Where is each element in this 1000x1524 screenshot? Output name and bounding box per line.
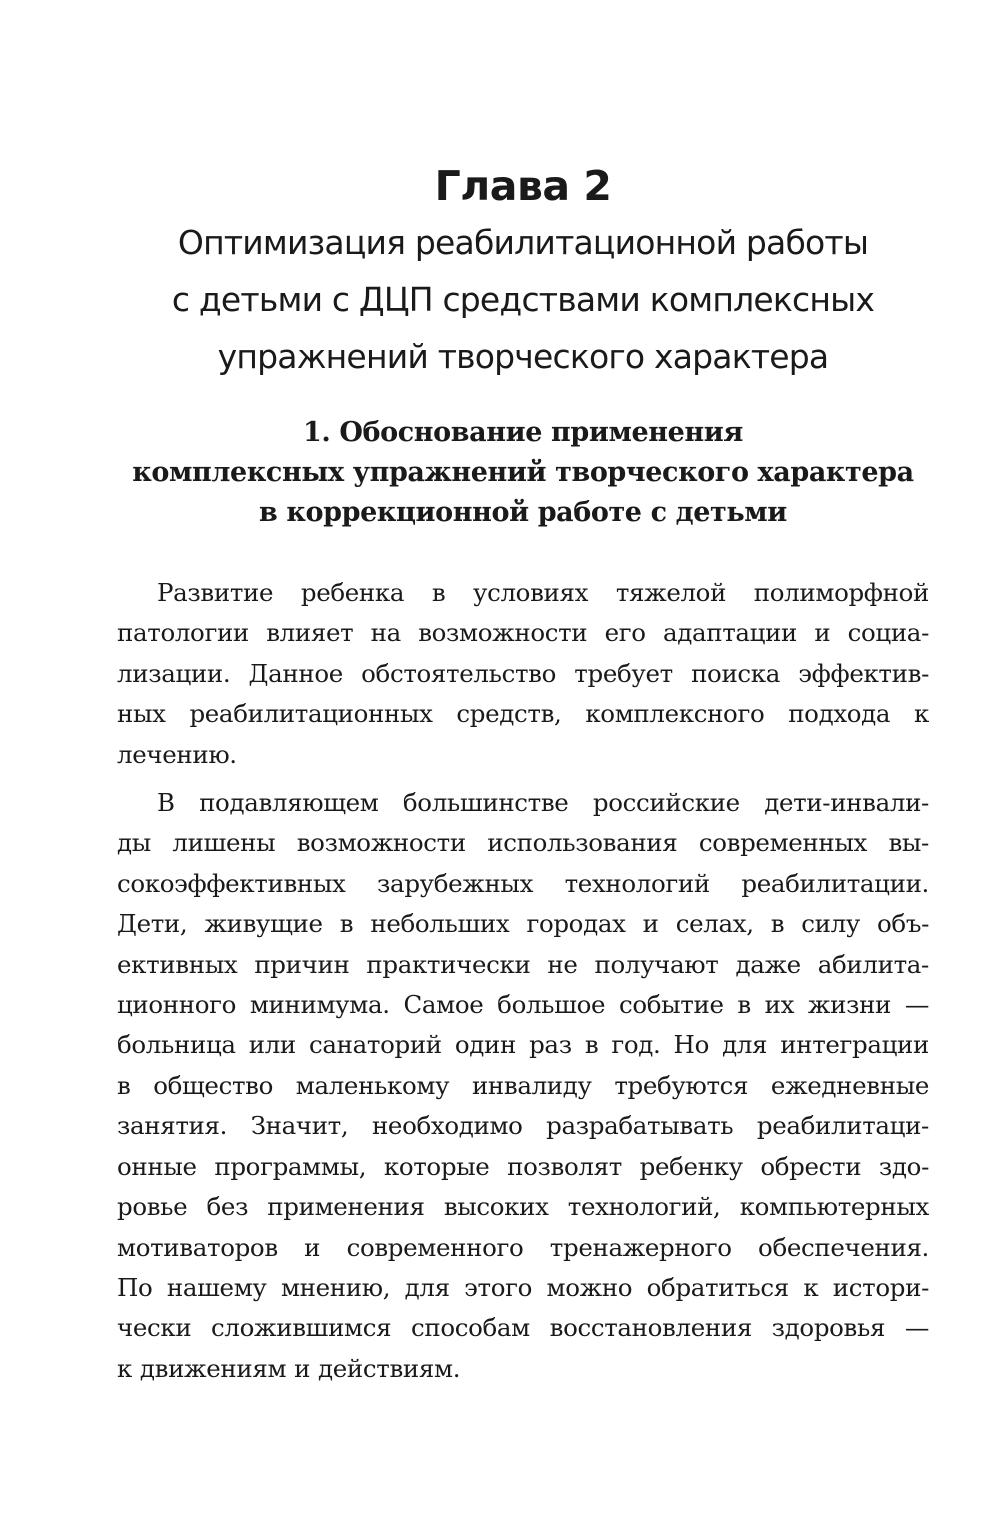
text-line: лизации. Данное обстоятельство требует поиска эффектив- — [117, 658, 929, 688]
text-line: ных реабилитационных средств, комплексного подхода к — [117, 699, 929, 729]
chapter-title-line: упражнений творческого характера — [217, 337, 829, 376]
chapter-label: Глава 2 — [434, 162, 612, 210]
text-line: в общество маленькому инвалиду требуются ежедневные — [117, 1070, 929, 1100]
text-line: ционного минимума. Самое большое событие в их жизни — — [117, 990, 929, 1020]
text-line: чески сложившимся способам восстановления здоровья — — [117, 1313, 929, 1343]
book-page — [117, 0, 929, 1524]
text-line: мотиваторов и современного тренажерного обеспечения. — [117, 1232, 929, 1262]
text-line: ективных причин практически не получают даже абилита- — [117, 949, 929, 979]
text-line: лечению. — [117, 739, 237, 769]
text-line: ды лишены возможности использования современных вы- — [117, 828, 929, 858]
text-line: занятия. Значит, необходимо разрабатывать реабилитаци- — [117, 1111, 929, 1141]
text-line: По нашему мнению, для этого можно обратиться к истори- — [117, 1272, 929, 1302]
chapter-title-line: с детьми с ДЦП средствами комплексных — [171, 280, 875, 319]
text-line: к движениям и действиям. — [117, 1353, 461, 1383]
section-title-line: комплексных упражнений творческого характера — [132, 457, 914, 488]
chapter-title-line: Оптимизация реабилитационной работы — [177, 223, 869, 262]
text-line: больница или санаторий один раз в год. Но для интеграции — [117, 1030, 929, 1060]
section-title-line: 1. Обоснование применения — [303, 417, 743, 448]
paragraph — [117, 783, 929, 1389]
text-line: В подавляющем большинстве российские дети-инвали- — [157, 788, 929, 818]
text-line: ровье без применения высоких технологий, компьютерных — [117, 1192, 929, 1222]
text-line: онные программы, которые позволят ребенку обрести здо- — [117, 1151, 929, 1181]
text-line: Дети, живущие в небольших городах и селах, в силу объ- — [117, 909, 929, 939]
body-text — [117, 573, 929, 1397]
text-line: Развитие ребенка в условиях тяжелой полиморфной — [157, 578, 929, 607]
section-title — [107, 413, 939, 533]
chapter-title — [77, 214, 969, 385]
paragraph — [117, 573, 929, 775]
section-title-line: в коррекционной работе с детьми — [259, 497, 787, 528]
text-line: патологии влияет на возможности его адаптации и социа- — [117, 618, 929, 648]
text-line: сокоэффективных зарубежных технологий реабилитации. — [117, 868, 929, 898]
